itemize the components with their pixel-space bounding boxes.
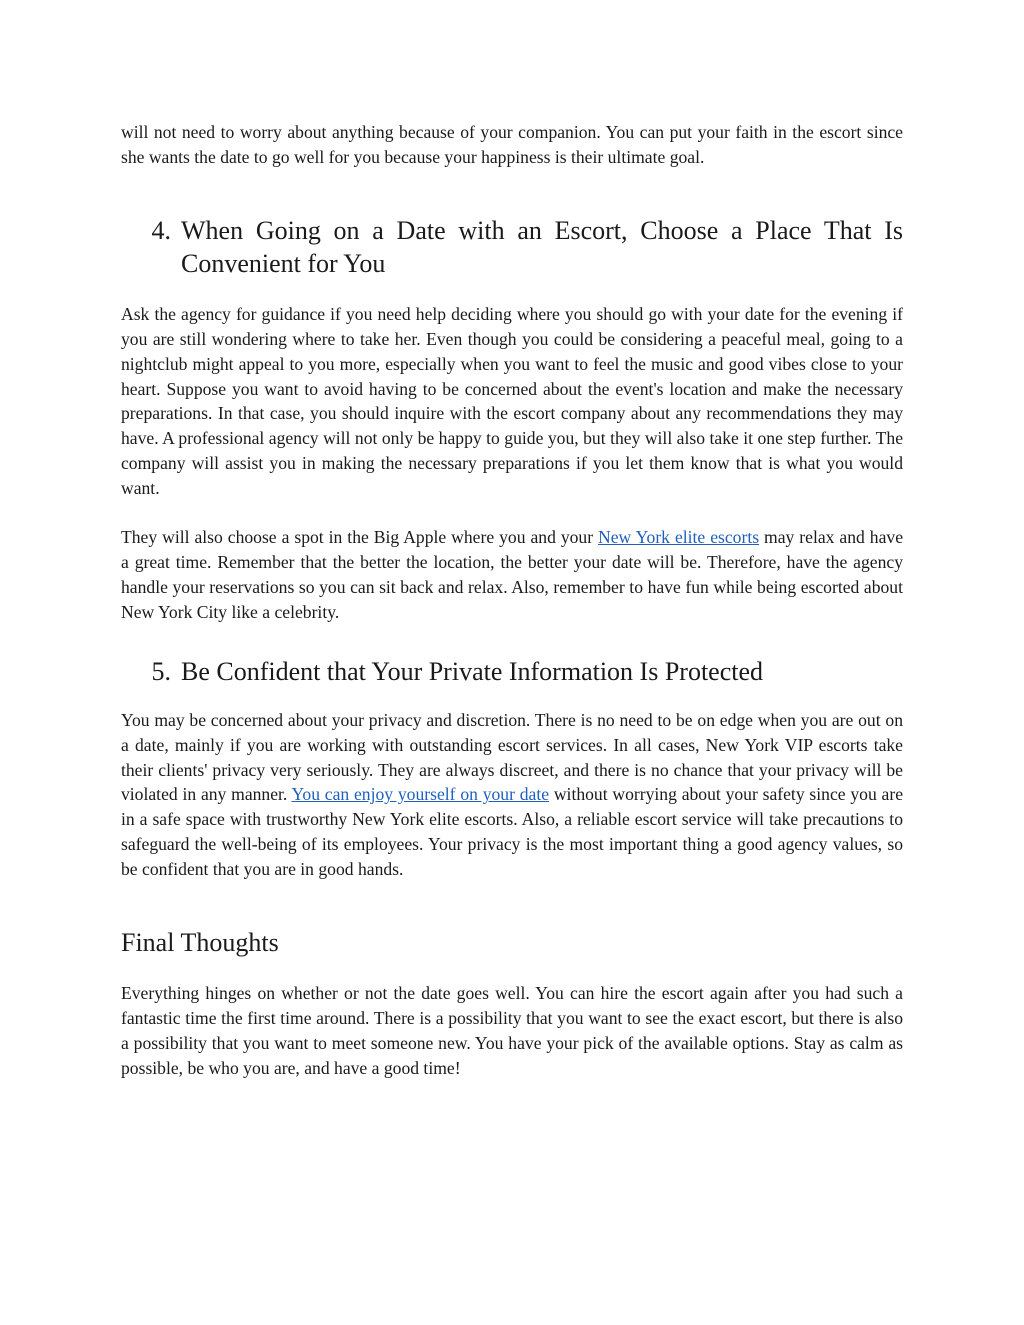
intro-paragraph: will not need to worry about anything because of your companion. You can put your faith in the escort since she wants the date to go well for you because your happiness is their ultimate goal.	[121, 122, 903, 167]
section-4-number: 4.	[151, 215, 171, 245]
section-5-number: 5.	[151, 656, 171, 686]
section-5-paragraph-end: without worrying about your safety since you are in a safe space with trustworthy New York elite escorts. Also, a reliable escort service will take precautions to safeguard the well-being of its employees. Your privacy is the most important thing a good agency values, so be confident that you are in good hands.	[121, 784, 904, 880]
section-4-paragraph-1: Ask the agency for guidance if you need help deciding where you should go with your date for the evening if you are still wondering where to take her. Even though you could be considering a peaceful meal, going to a nightclub might appeal to you more, especially when you want to feel the music and good vibes close to your heart. Suppose you want to avoid having to be concerned about the event's location and make the necessary preparations. In that case, you should inquire with the escort company about any recommendations they may have. A professional agency will not only be happy to guide you, but they will also take it one step further. The company will assist you in making the necessary preparations if you let them know that is what you would want.	[121, 303, 903, 499]
section-4-heading	[121, 214, 903, 280]
section-5-title: Be Confident that Your Private Information Is Protected	[181, 656, 764, 686]
section-5-heading	[121, 655, 903, 688]
section-5-paragraph-start: You may be concerned about your privacy and discretion. There is no need to be on edge when you are out on a date, mainly if you are working with outstanding escort services. In all cases, New York VIP escorts take their clients' privacy very seriously. They are always discreet, and there is no chance that your privacy will be violated in any manner.	[121, 709, 903, 805]
section-4-paragraph-2-end: may relax and have a great time. Remember that the better the location, the better your date will be. Therefore, have the agency handle your reservations so you can sit back and relax. Also, remember to have fun while being escorted about New York City like a celebrity.	[121, 527, 904, 622]
enjoy-yourself-link[interactable]: You can enjoy yourself on your date	[291, 784, 550, 805]
final-thoughts-heading: Final Thoughts	[121, 928, 279, 958]
section-4-paragraph-2-start: They will also choose a spot in the Big Apple where you and your	[121, 527, 599, 548]
final-thoughts-paragraph: Everything hinges on whether or not the date goes well. You can hire the escort again after you had such a fantastic time the first time around. There is a possibility that you want to see the exact escort, but there is also a possibility that you want to meet someone new. You have your pick of the available options. Stay as calm as possible, be who you are, and have a good time!	[121, 983, 903, 1078]
document-page	[121, 120, 903, 1081]
section-4-paragraph-2	[121, 525, 903, 625]
section-4-title: When Going on a Date with an Escort, Choose a Place That Is Convenient for You	[181, 215, 903, 278]
new-york-elite-escorts-link[interactable]: New York elite escorts	[598, 527, 760, 548]
section-5-paragraph	[121, 708, 903, 882]
